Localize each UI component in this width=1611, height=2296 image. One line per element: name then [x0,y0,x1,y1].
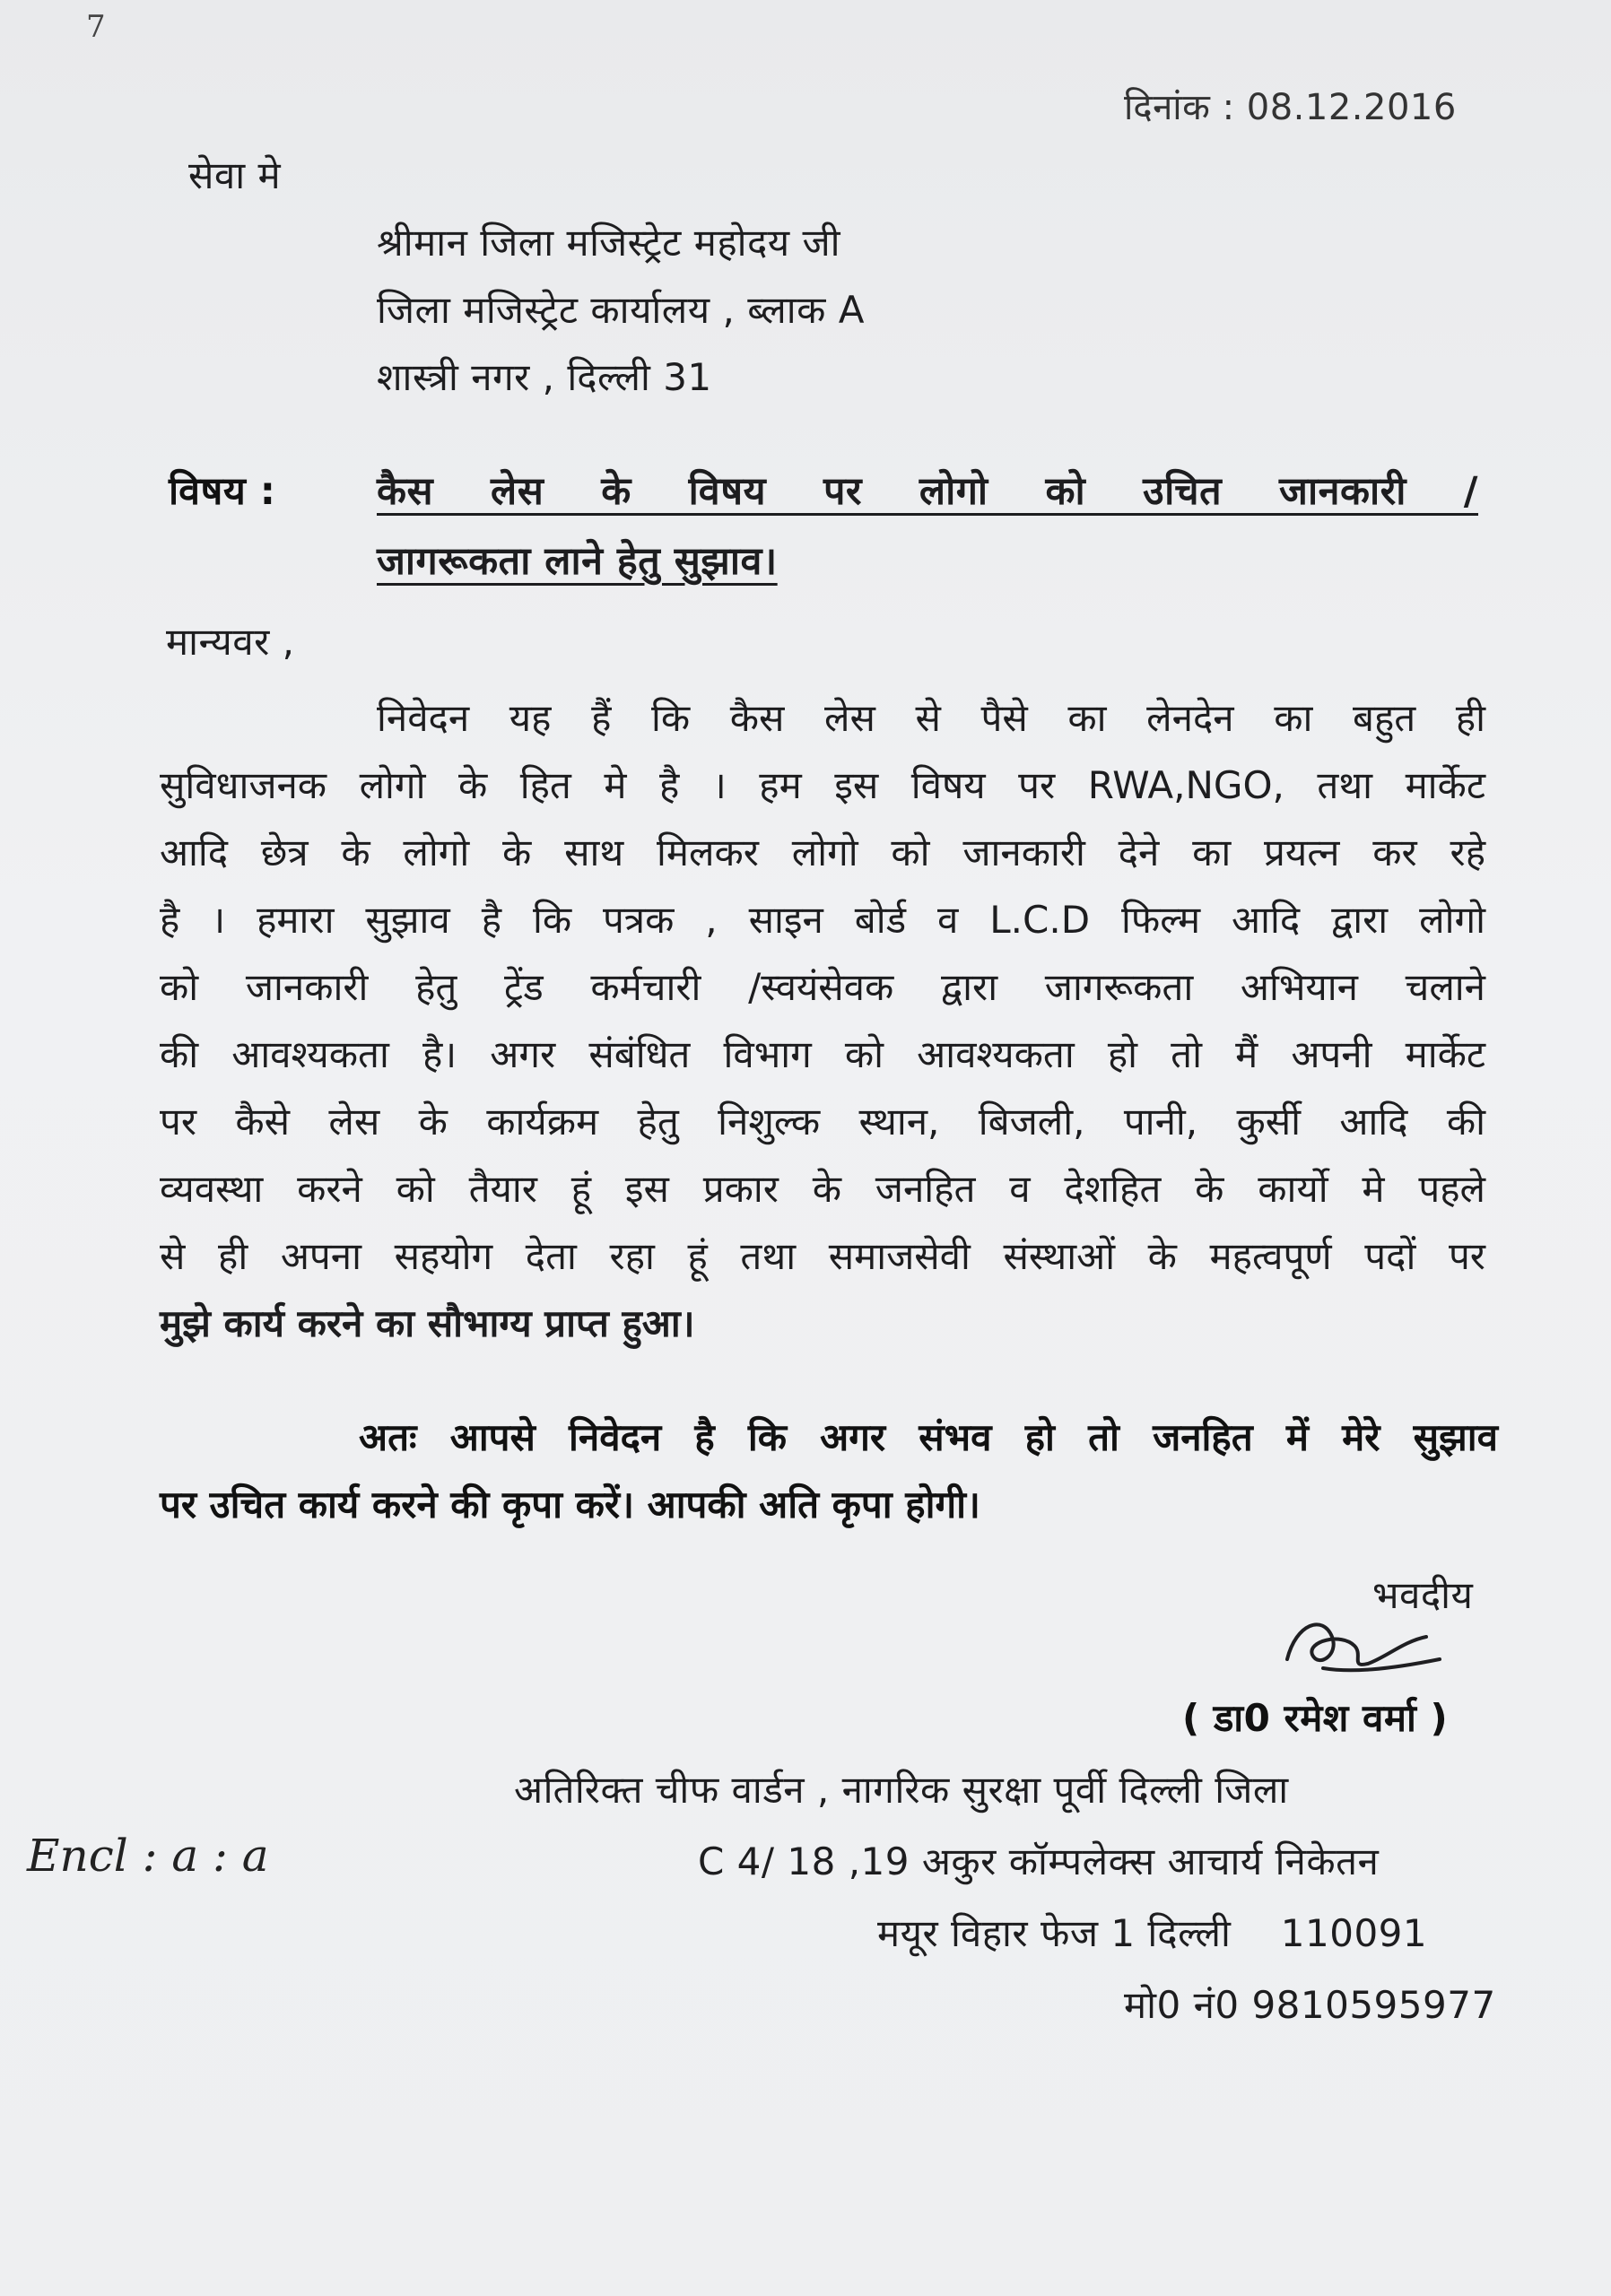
body-line-1: निवेदन यह हैं कि कैस लेस से पैसे का लेनदेन का बहुत ही [377,696,1485,740]
subject-line-2: जागरूकता लाने हेतु सुझाव। [377,539,778,584]
closing-line-2: पर उचित कार्य करने की कृपा करें। आपकी अति कृपा होगी। [160,1483,980,1526]
closing-line-1: अतः आपसे निवेदन है कि अगर संभव हो तो जनहित में मेरे सुझाव [359,1415,1498,1459]
body-line-7: पर कैसे लेस के कार्यक्रम हेतु निशुल्क स्थान, बिजली, पानी, कुर्सी आदि की [160,1100,1485,1144]
body-line-8: व्यवस्था करने को तैयार हूं इस प्रकार के जनहित व देशहित के कार्यो मे पहले [160,1167,1485,1211]
sender-address-1: C 4/ 18 ,19 अकुर कॉम्पलेक्स आचार्य निकेतन [698,1839,1380,1883]
body-line-2: सुविधाजनक लोगो के हित मे है । हम इस विषय पर RWA,NGO, तथा मार्केट [160,763,1485,807]
signature-mark [1269,1605,1458,1695]
sender-name: ( डा0 रमेश वर्मा ) [1182,1696,1449,1740]
recipient-line-1: श्रीमान जिला मजिस्ट्रेट महोदय जी [377,221,841,265]
recipient-line-3: शास्त्री नगर , दिल्ली 31 [377,355,712,399]
sender-address-2: मयूर विहार फेज 1 दिल्ली 110091 [877,1911,1428,1955]
body-line-6: की आवश्यकता है। अगर संबंधित विभाग को आवश्यकता हो तो मैं अपनी मार्केट [160,1032,1485,1076]
greeting: मान्यवर , [166,620,295,664]
enclosure-note: Encl : a : a [27,1830,269,1882]
subject-label: विषय : [169,469,276,514]
sender-designation: अतिरिक्त चीफ वार्डन , नागरिक सुरक्षा पूर्वी दिल्ली जिला [514,1768,1289,1812]
sender-mobile: मो0 नं0 9810595977 [1124,1983,1496,2027]
letter-date: दिनांक : 08.12.2016 [1124,87,1457,128]
body-line-10: मुझे कार्य करने का सौभाग्य प्राप्त हुआ। [160,1301,695,1345]
recipient-line-2: जिला मजिस्ट्रेट कार्यालय , ब्लाक A [377,288,865,332]
subject-line-1: कैस लेस के विषय पर लोगो को उचित जानकारी / [377,469,1478,514]
body-line-5: को जानकारी हेतु ट्रेंड कर्मचारी /स्वयंसेवक द्वारा जागरूकता अभियान चलाने [160,965,1485,1009]
body-line-3: आदि छेत्र के लोगो के साथ मिलकर लोगो को जानकारी देने का प्रयत्न कर रहे [160,831,1485,874]
salutation-to: सेवा मे [188,153,282,197]
yours-faithfully: भवदीय [1372,1573,1474,1617]
body-line-4: है । हमारा सुझाव है कि पत्रक , साइन बोर्ड व L.C.D फिल्म आदि द्वारा लोगो [160,898,1485,942]
corner-mark: 7 [86,9,106,45]
body-line-9: से ही अपना सहयोग देता रहा हूं तथा समाजसेवी संस्थाओं के महत्वपूर्ण पदों पर [160,1234,1485,1278]
